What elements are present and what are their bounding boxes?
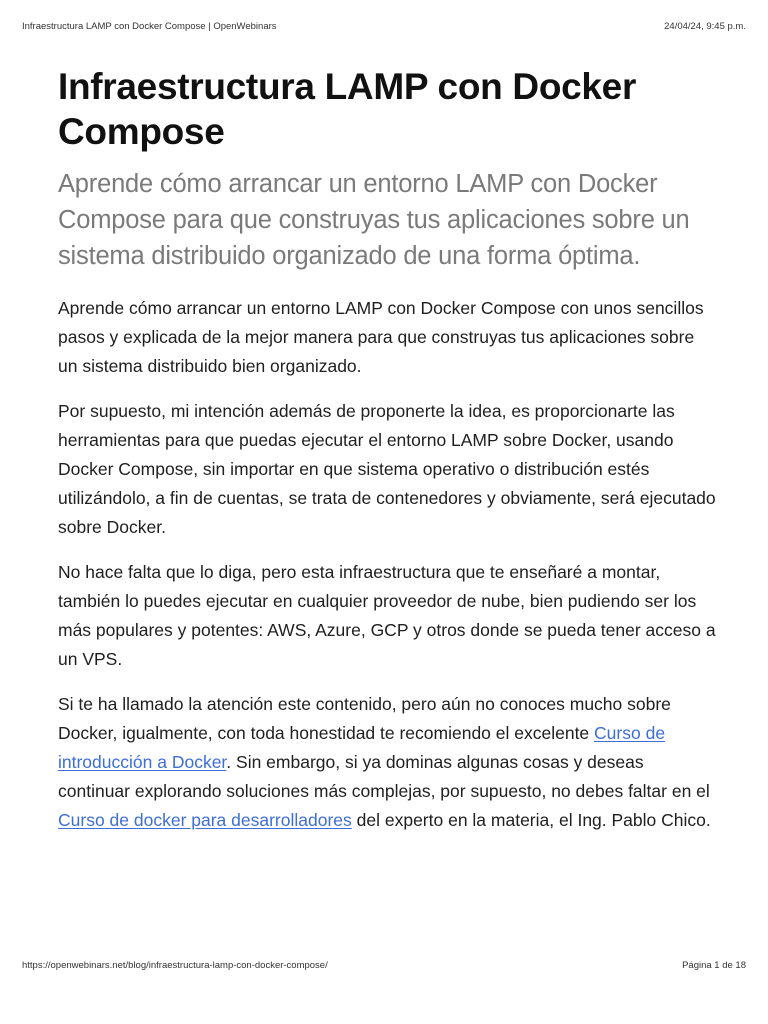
- article: [58, 64, 718, 851]
- link-docker-developers-course[interactable]: Curso de docker para desarrolladores: [58, 810, 352, 830]
- paragraph-intention: Por supuesto, mi intención además de proponerte la idea, es proporcionarte las herramientas para que puedas ejecutar el entorno LAMP sobre Docker, usando Docker Compose, sin importar en que sistema operativo o distribución estés utilizándolo, a fin de cuentas, se trata de contenedores y obviamente, será ejecutado sobre Docker.: [58, 401, 716, 537]
- paragraph-course-recommendation: [58, 690, 718, 835]
- paragraph-text-segment: Si te ha llamado la atención este contenido, pero aún no conoces mucho sobre Docker, igualmente, con toda honestidad te recomiendo el excelente: [58, 694, 671, 743]
- print-header-date: 24/04/24, 9:45 p.m.: [664, 21, 746, 32]
- paragraph-cloud-providers: No hace falta que lo diga, pero esta infraestructura que te enseñaré a montar, también lo puedes ejecutar en cualquier proveedor de nube, bien pudiendo ser los más populares y potentes: AWS, Azure, GCP y otros donde se pueda tener acceso a un VPS.: [58, 562, 716, 669]
- paragraph-text-segment: del experto en la materia, el Ing. Pablo Chico.: [351, 810, 711, 830]
- paragraph-intro: Aprende cómo arrancar un entorno LAMP con Docker Compose con unos sencillos pasos y explicada de la mejor manera para que construyas tus aplicaciones sobre un sistema distribuido bien organizado.: [58, 298, 704, 376]
- article-title: Infraestructura LAMP con Docker Compose: [58, 66, 637, 152]
- paragraph-text-segment: . Sin embargo, si ya dominas algunas cosas y deseas continuar explorando soluciones más complejas, por supuesto, no debes faltar en el: [58, 752, 710, 801]
- article-subtitle: Aprende cómo arrancar un entorno LAMP con Docker Compose para que construyas tus aplicaciones sobre un sistema distribuido organizado de una forma óptima.: [58, 170, 690, 270]
- link-docker-intro-course[interactable]: Curso de introducción a Docker: [58, 723, 666, 772]
- article-body: [58, 294, 718, 835]
- print-footer-url: https://openwebinars.net/blog/infraestructura-lamp-con-docker-compose/: [22, 960, 328, 971]
- print-header-page-title: Infraestructura LAMP con Docker Compose | OpenWebinars: [22, 21, 277, 32]
- print-footer-page-number: Página 1 de 18: [682, 960, 746, 971]
